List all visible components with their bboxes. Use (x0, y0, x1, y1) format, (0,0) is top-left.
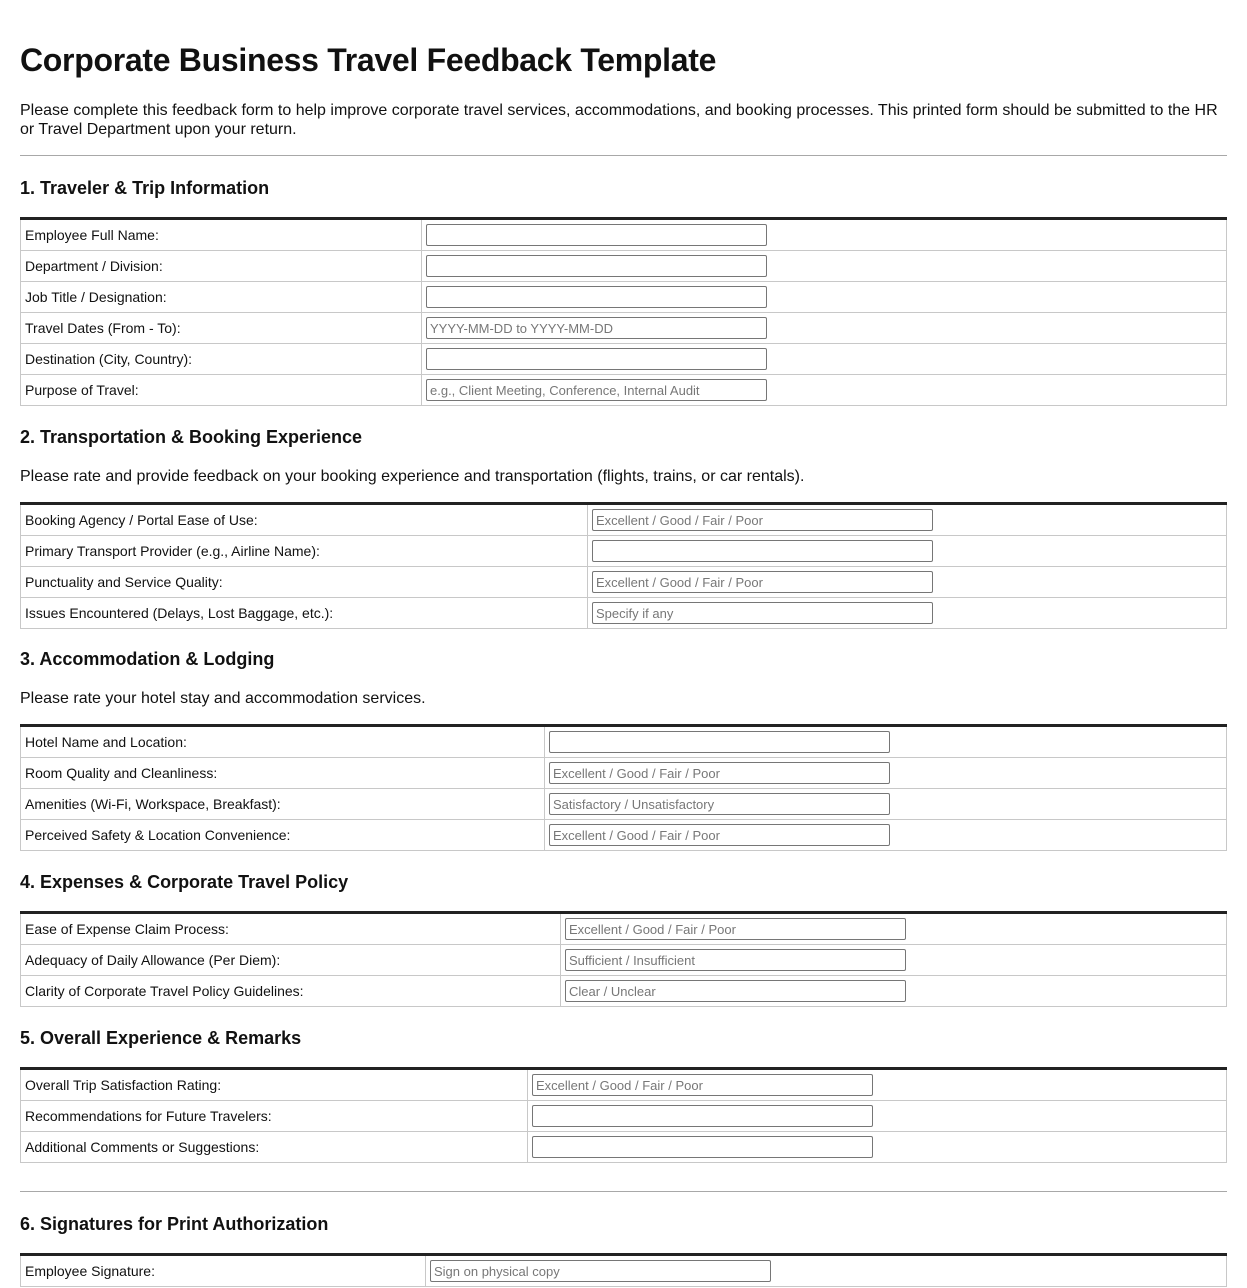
section-heading-signatures: 6. Signatures for Print Authorization (20, 1214, 329, 1234)
room-quality-input[interactable] (549, 762, 890, 784)
section-heading-overall: 5. Overall Experience & Remarks (20, 1028, 302, 1048)
issues-encountered-input[interactable] (592, 602, 933, 624)
field-label: Employee Signature: (21, 1255, 426, 1287)
table-row (21, 945, 1227, 976)
divider (20, 1191, 1227, 1192)
table-row (21, 598, 1227, 629)
table-row (21, 758, 1227, 789)
table-row (21, 313, 1227, 344)
table-row (21, 1101, 1227, 1132)
section-description: Please rate your hotel stay and accommodation services. (20, 690, 426, 707)
table-row (21, 1069, 1227, 1101)
table-row (21, 219, 1227, 251)
job-title-input[interactable] (426, 286, 767, 308)
field-label: Booking Agency / Portal Ease of Use: (21, 504, 588, 536)
table-row (21, 536, 1227, 567)
field-label: Issues Encountered (Delays, Lost Baggage, etc.): (21, 598, 588, 629)
destination-input[interactable] (426, 348, 767, 370)
satisfaction-rating-input[interactable] (532, 1074, 873, 1096)
hotel-name-input[interactable] (549, 731, 890, 753)
field-label: Purpose of Travel: (21, 375, 422, 406)
policy-clarity-input[interactable] (565, 980, 906, 1002)
section-heading-transportation: 2. Transportation & Booking Experience (20, 427, 363, 447)
transport-provider-input[interactable] (592, 540, 933, 562)
employee-signature-input[interactable] (430, 1260, 771, 1282)
expenses-table (20, 911, 1227, 1007)
per-diem-input[interactable] (565, 949, 906, 971)
expense-claim-input[interactable] (565, 918, 906, 940)
field-label: Room Quality and Cleanliness: (21, 758, 545, 789)
divider (20, 155, 1227, 156)
field-label: Punctuality and Service Quality: (21, 567, 588, 598)
section-description: Please rate and provide feedback on your booking experience and transportation (flights, trains, or car rentals). (20, 468, 805, 485)
field-label: Job Title / Designation: (21, 282, 422, 313)
table-row (21, 344, 1227, 375)
amenities-input[interactable] (549, 793, 890, 815)
table-row (21, 567, 1227, 598)
table-row (21, 251, 1227, 282)
field-label: Employee Full Name: (21, 219, 422, 251)
field-label: Recommendations for Future Travelers: (21, 1101, 528, 1132)
field-label: Destination (City, Country): (21, 344, 422, 375)
field-label: Adequacy of Daily Allowance (Per Diem): (21, 945, 561, 976)
field-label: Primary Transport Provider (e.g., Airline Name): (21, 536, 588, 567)
field-label: Additional Comments or Suggestions: (21, 1132, 528, 1163)
safety-location-input[interactable] (549, 824, 890, 846)
table-row (21, 282, 1227, 313)
intro-text: Please complete this feedback form to help improve corporate travel services, accommodations, and booking processes. This printed form should be submitted to the HR or Travel Department upon your return. (20, 102, 1218, 138)
field-label: Perceived Safety & Location Convenience: (21, 820, 545, 851)
overall-table (20, 1067, 1227, 1163)
field-label: Clarity of Corporate Travel Policy Guidelines: (21, 976, 561, 1007)
department-input[interactable] (426, 255, 767, 277)
field-label: Overall Trip Satisfaction Rating: (21, 1069, 528, 1101)
page-title: Corporate Business Travel Feedback Template (20, 42, 717, 78)
recommendations-input[interactable] (532, 1105, 873, 1127)
section-heading-expenses: 4. Expenses & Corporate Travel Policy (20, 872, 349, 892)
field-label: Department / Division: (21, 251, 422, 282)
signatures-table (20, 1253, 1227, 1287)
table-row (21, 789, 1227, 820)
punctuality-input[interactable] (592, 571, 933, 593)
accommodation-table (20, 724, 1227, 851)
section-heading-accommodation: 3. Accommodation & Lodging (20, 649, 275, 669)
table-row (21, 375, 1227, 406)
table-row (21, 913, 1227, 945)
travel-dates-input[interactable] (426, 317, 767, 339)
field-label: Hotel Name and Location: (21, 726, 545, 758)
additional-comments-input[interactable] (532, 1136, 873, 1158)
table-row (21, 504, 1227, 536)
employee-full-name-input[interactable] (426, 224, 767, 246)
table-row (21, 1132, 1227, 1163)
field-label: Ease of Expense Claim Process: (21, 913, 561, 945)
table-row (21, 726, 1227, 758)
field-label: Amenities (Wi-Fi, Workspace, Breakfast): (21, 789, 545, 820)
field-label: Travel Dates (From - To): (21, 313, 422, 344)
traveler-info-table (20, 217, 1227, 406)
table-row (21, 820, 1227, 851)
purpose-of-travel-input[interactable] (426, 379, 767, 401)
table-row (21, 1255, 1227, 1287)
section-heading-traveler-info: 1. Traveler & Trip Information (20, 178, 270, 198)
table-row (21, 976, 1227, 1007)
booking-ease-input[interactable] (592, 509, 933, 531)
transportation-table (20, 502, 1227, 629)
